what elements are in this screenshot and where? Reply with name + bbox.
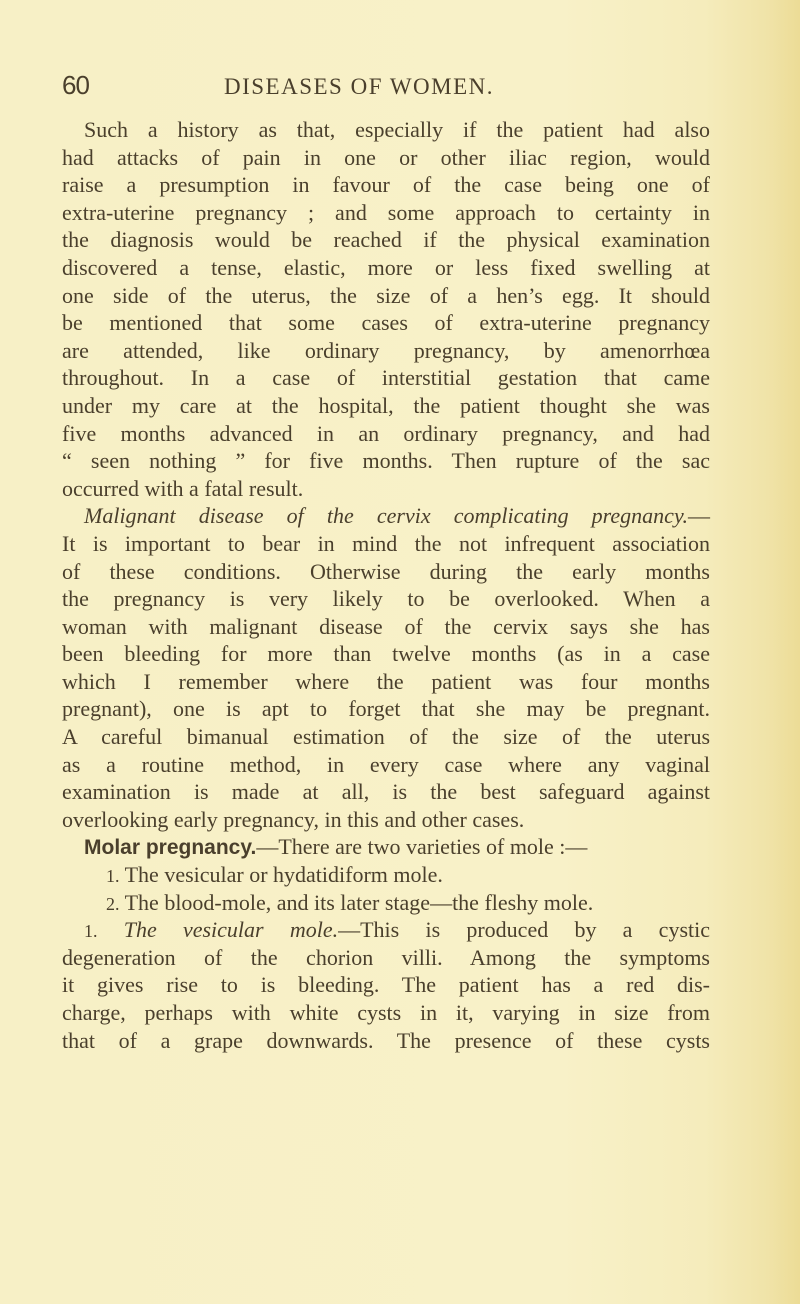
text-line: degeneration of the chorion villi. Among the symptoms [62,944,710,970]
subsection-heading-line [62,916,710,944]
text-line: five months advanced in an ordinary pregnancy, and had [62,420,710,446]
text-line: that of a grape downwards. The presence of these cysts [62,1027,710,1053]
section-heading-malignant: Malignant disease of the cervix complicating pregnancy. [84,503,688,529]
text-line: it gives rise to is bleeding. The patient has a red dis- [62,972,710,998]
text-line: extra-uterine pregnancy ; and some approach to certainty in [62,199,710,225]
subsection-first-text: —This is produced by a cystic [338,917,710,943]
heading-dash: — [688,503,710,529]
text-line: one side of the uterus, the size of a hen’s egg. It should [62,282,710,308]
running-title: DISEASES OF WOMEN. [224,74,495,99]
text-line: under my care at the hospital, the patient thought she was [62,392,710,418]
text-line: examination is made at all, is the best safeguard against [62,779,710,805]
text-line: woman with malignant disease of the cervix says she has [62,613,710,639]
subsection-heading: The vesicular mole. [123,917,339,943]
list-item [62,861,710,889]
section-heading-molar: Molar pregnancy. [84,836,257,860]
text-line: be mentioned that some cases of extra-uterine pregnancy [62,310,710,336]
list-text: The vesicular or hydatidiform mole. [124,862,443,888]
list-number: 1. [106,866,120,887]
molar-intro: —There are two varieties of mole :— [256,834,588,860]
list-text: The blood-mole, and its later stage—the fleshy mole. [124,889,594,915]
list-number: 2. [106,893,120,914]
subsection-number: 1. [84,921,98,942]
text-line: It is important to bear in mind the not infrequent association [62,530,710,556]
text-line: which I remember where the patient was four months [62,668,710,694]
section-heading-line [62,833,710,861]
text-line: pregnant), one is apt to forget that she may be pregnant. [62,696,710,722]
list-item [62,889,710,917]
page-header [62,70,762,110]
section-heading-line [62,502,710,530]
text-line: “ seen nothing ” for five months. Then rupture of the sac [62,448,710,474]
text-line: occurred with a fatal result. [62,475,304,501]
text-line: been bleeding for more than twelve months (as in a case [62,641,710,667]
text-line: the pregnancy is very likely to be overlooked. When a [62,586,710,612]
text-line: as a routine method, in every case where any vaginal [62,751,710,777]
text-line: A careful bimanual estimation of the size of the uterus [62,724,710,750]
page-body [62,116,710,1054]
text-line: discovered a tense, elastic, more or less fixed swelling at [62,254,710,280]
page-number: 60 [62,70,89,100]
text-line: charge, perhaps with white cysts in it, varying in size from [62,1000,710,1025]
text-line: throughout. In a case of interstitial gestation that came [62,365,710,391]
text-line: had attacks of pain in one or other iliac region, would [62,144,710,170]
text-line: overlooking early pregnancy, in this and other cases. [62,806,525,832]
text-line: Such a history as that, especially if the patient had also [84,117,710,142]
text-line: of these conditions. Otherwise during the early months [62,558,710,584]
text-line: the diagnosis would be reached if the physical examination [62,227,710,253]
text-line: are attended, like ordinary pregnancy, by amenorrhœa [62,337,710,363]
text-line: raise a presumption in favour of the case being one of [62,172,710,198]
